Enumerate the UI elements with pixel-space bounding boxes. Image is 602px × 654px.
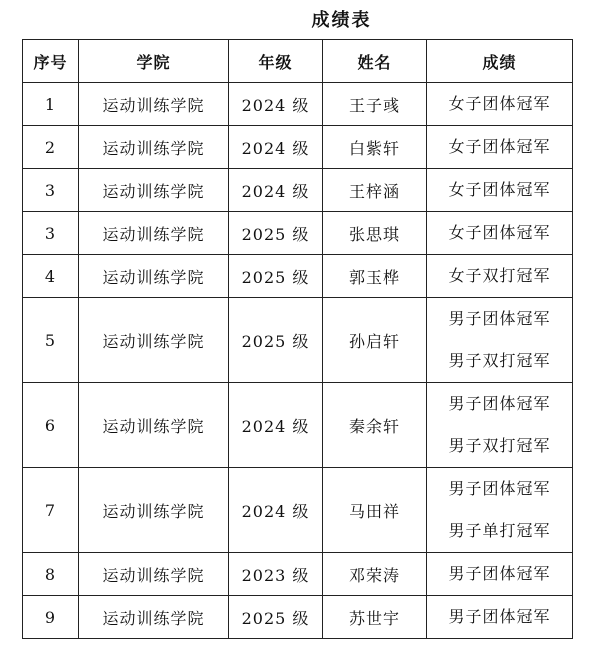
- cell-index: 2: [23, 126, 79, 169]
- table-row: [23, 383, 573, 468]
- header-index: 序号: [23, 40, 79, 83]
- cell-result: [427, 169, 573, 212]
- table-row: [23, 255, 573, 298]
- cell-result: [427, 298, 573, 383]
- cell-grade: 2025 级: [229, 596, 323, 639]
- table-row: [23, 83, 573, 126]
- cell-name: 秦余轩: [323, 383, 427, 468]
- table-row: [23, 468, 573, 553]
- cell-grade: 2023 级: [229, 553, 323, 596]
- achievement-label: 男子团体冠军: [448, 564, 551, 583]
- table-row: [23, 126, 573, 169]
- cell-name: 王梓涵: [323, 169, 427, 212]
- cell-grade: 2024 级: [229, 83, 323, 126]
- achievement-label: 男子团体冠军: [448, 394, 551, 413]
- cell-college: 运动训练学院: [79, 596, 229, 639]
- achievement-label: 男子团体冠军: [448, 607, 551, 626]
- cell-result: [427, 83, 573, 126]
- table-row: [23, 596, 573, 639]
- achievement-label: 女子团体冠军: [448, 223, 551, 242]
- cell-grade: 2024 级: [229, 169, 323, 212]
- cell-college: 运动训练学院: [79, 212, 229, 255]
- cell-result: [427, 553, 573, 596]
- cell-college: 运动训练学院: [79, 169, 229, 212]
- cell-grade: 2024 级: [229, 468, 323, 553]
- achievement-label: 女子团体冠军: [448, 180, 551, 199]
- cell-name: 邓荣涛: [323, 553, 427, 596]
- cell-index: 1: [23, 83, 79, 126]
- cell-index: 3: [23, 212, 79, 255]
- table-row: [23, 169, 573, 212]
- cell-result: [427, 596, 573, 639]
- cell-college: 运动训练学院: [79, 553, 229, 596]
- achievement-label: 男子单打冠军: [448, 521, 551, 540]
- page-title: 成绩表: [311, 10, 372, 31]
- achievement-label: 男子团体冠军: [448, 309, 551, 328]
- header-result: 成绩: [427, 40, 573, 83]
- cell-name: 张思琪: [323, 212, 427, 255]
- cell-name: 郭玉桦: [323, 255, 427, 298]
- header-college: 学院: [79, 40, 229, 83]
- cell-college: 运动训练学院: [79, 83, 229, 126]
- cell-college: 运动训练学院: [79, 298, 229, 383]
- cell-result: [427, 468, 573, 553]
- table-row: [23, 553, 573, 596]
- cell-result: [427, 212, 573, 255]
- cell-index: 3: [23, 169, 79, 212]
- cell-grade: 2024 级: [229, 126, 323, 169]
- achievement-label: 男子双打冠军: [448, 351, 551, 370]
- achievement-label: 男子双打冠军: [448, 436, 551, 455]
- cell-index: 8: [23, 553, 79, 596]
- cell-grade: 2025 级: [229, 298, 323, 383]
- cell-college: 运动训练学院: [79, 383, 229, 468]
- cell-college: 运动训练学院: [79, 468, 229, 553]
- header-grade: 年级: [229, 40, 323, 83]
- table-body: [23, 83, 573, 639]
- cell-grade: 2025 级: [229, 212, 323, 255]
- table-row: [23, 212, 573, 255]
- cell-index: 5: [23, 298, 79, 383]
- cell-index: 7: [23, 468, 79, 553]
- achievement-label: 男子团体冠军: [448, 479, 551, 498]
- cell-grade: 2025 级: [229, 255, 323, 298]
- cell-name: 王子彧: [323, 83, 427, 126]
- cell-index: 6: [23, 383, 79, 468]
- cell-name: 马田祥: [323, 468, 427, 553]
- cell-name: 孙启轩: [323, 298, 427, 383]
- cell-index: 9: [23, 596, 79, 639]
- achievement-label: 女子双打冠军: [448, 266, 551, 285]
- cell-result: [427, 126, 573, 169]
- cell-result: [427, 383, 573, 468]
- cell-grade: 2024 级: [229, 383, 323, 468]
- cell-result: [427, 255, 573, 298]
- cell-name: 白紫轩: [323, 126, 427, 169]
- results-table: [22, 39, 573, 639]
- cell-college: 运动训练学院: [79, 255, 229, 298]
- cell-college: 运动训练学院: [79, 126, 229, 169]
- achievement-label: 女子团体冠军: [448, 137, 551, 156]
- cell-index: 4: [23, 255, 79, 298]
- table-row: [23, 298, 573, 383]
- cell-name: 苏世宇: [323, 596, 427, 639]
- achievement-label: 女子团体冠军: [448, 94, 551, 113]
- header-name: 姓名: [323, 40, 427, 83]
- header-row: [23, 40, 573, 83]
